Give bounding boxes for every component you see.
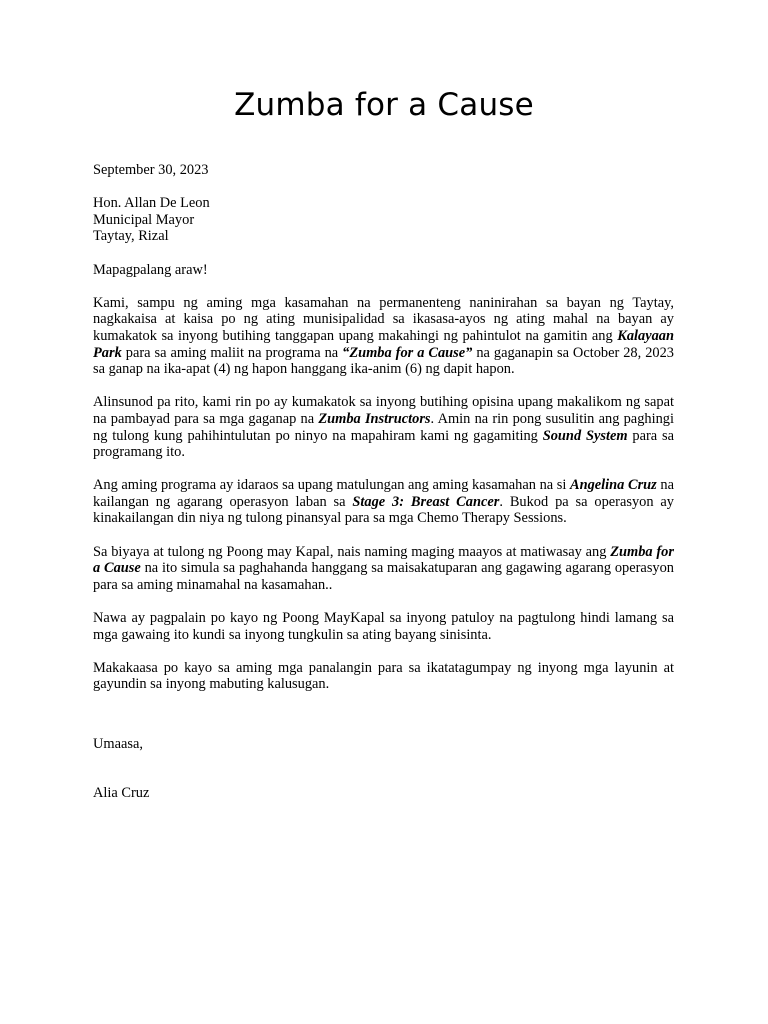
recipient-position: Municipal Mayor — [93, 211, 195, 228]
letter-body — [93, 162, 674, 801]
emphasis-zumba-for-a-cause: Zumba for a Cause — [93, 543, 674, 577]
emphasis-zumba-instructors: Zumba Instructors — [318, 410, 431, 427]
recipient-name: Hon. Allan De Leon — [93, 195, 210, 212]
paragraph-4: Sa biyaya at tulong ng Poong may Kapal, nais naming maging maayos at matiwasay ang Zumba for a Cause na ito simula sa paghahanda hanggang sa maisakatuparan ang gagawing agarang operasyon para sa aming minamahal na kasamahan.. — [93, 543, 675, 593]
paragraph-3: Ang aming programa ay idaraos sa upang matulungan ang aming kasamahan na si Angelina Cruz na kailangan ng agarang operasyon laban sa Stage 3: Breast Cancer. Bukod pa sa operasyon ay kinakailangan din niya ng tulong pinansyal para sa mga Chemo Therapy Sessions. — [93, 477, 674, 527]
emphasis-program-name: “Zumba for a Cause” — [342, 344, 473, 361]
paragraph-6: Makakaasa po kayo sa aming mga panalangin para sa ikatatagumpay ng inyong mga layunin at gayundin sa inyong mabuting kalusugan. — [93, 659, 674, 693]
emphasis-sound-system: Sound System — [542, 427, 628, 444]
document-title: Zumba for a Cause — [234, 87, 534, 123]
emphasis-kalayaan-park: Kalayaan Park — [93, 327, 674, 361]
recipient-block — [93, 195, 674, 245]
greeting: Mapagpalang araw! — [93, 261, 208, 278]
paragraph-5: Nawa ay pagpalain po kayo ng Poong MayKapal sa inyong patuloy na pagtulong hindi lamang sa mga gawaing ito kundi sa inyong tungkulin sa ating bayang sinisinta. — [93, 610, 674, 643]
paragraph-1: Kami, sampu ng aming mga kasamahan na permanenteng naninirahan sa bayan ng Taytay, nagkakaisa at kaisa po ng ating munisipalidad sa ikasasa-ayos ng ating mahal na bayan ay kumakatok sa inyong butihing tanggapan upang makahingi ng pahintulot na gamitin ang Kalayaan Park para sa aming maliit na programa na “Zumba for a Cause” na gaganapin sa October 28, 2023 sa ganap na ika-apat (4) ng hapon hanggang ika-anim (6) ng dapit hapon. — [93, 294, 674, 378]
recipient-address: Taytay, Rizal — [93, 228, 169, 245]
emphasis-breast-cancer: Stage 3: Breast Cancer — [352, 493, 500, 510]
letter-date: September 30, 2023 — [93, 162, 209, 178]
paragraph-2: Alinsunod pa rito, kami rin po ay kumakatok sa inyong butihing opisina upang makalikom ng sapat na pambayad para sa mga gaganap na Zumba Instructors. Amin na rin pong susulitin ang paghingi ng tulong kung pahihintulutan po ninyo na mapahiram kami ng gagamiting Sound System para sa programang ito. — [93, 394, 674, 461]
emphasis-angelina-cruz: Angelina Cruz — [569, 477, 657, 494]
closing: Umaasa, — [93, 736, 143, 752]
signature-name: Alia Cruz — [93, 784, 150, 801]
